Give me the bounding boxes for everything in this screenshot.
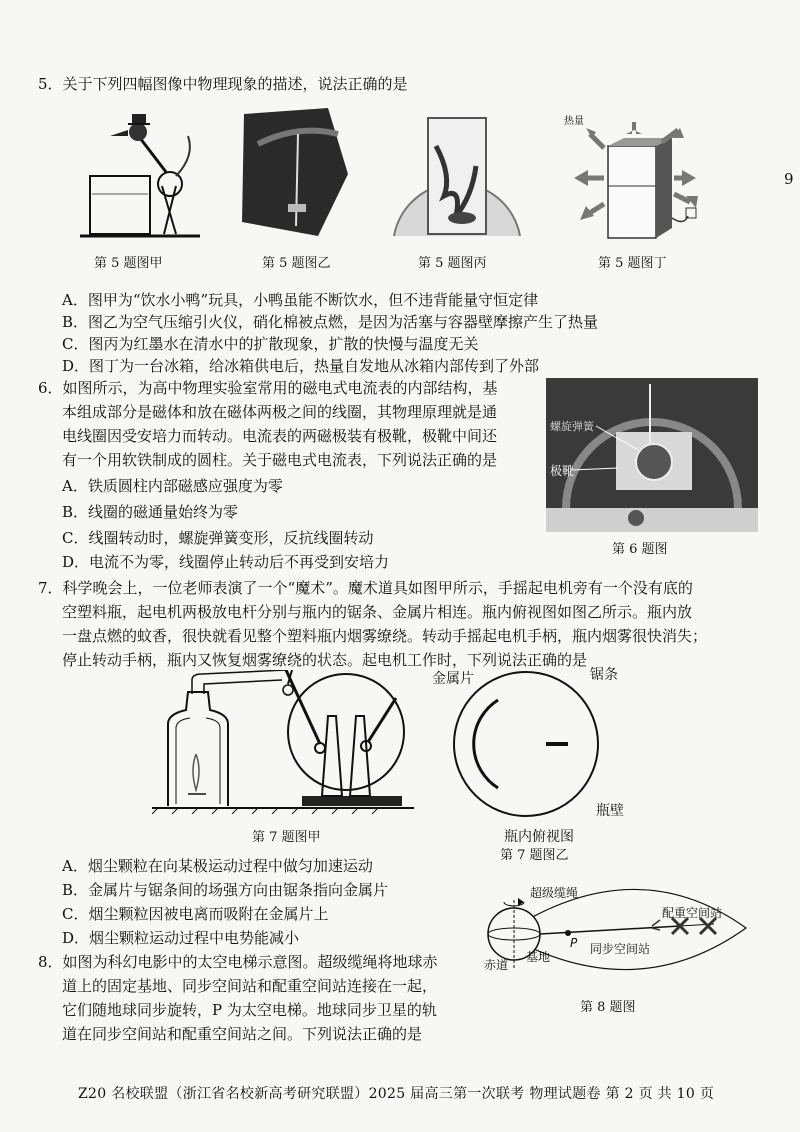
q7-label-bottle-wall: 瓶壁: [596, 803, 624, 819]
q8-caption: 第 8 题图: [580, 1000, 636, 1015]
q5-figure-ding: [562, 108, 712, 244]
q8-label-base: 基地: [526, 950, 551, 964]
q7-option-c: C．烟尘颗粒因被电离而吸附在金属片上: [62, 905, 329, 923]
q6-stem-line-1: 6．如图所示，为高中物理实验室常用的磁电式电流表的内部结构，基: [38, 379, 498, 397]
q6-option-a: A．铁质圆柱内部磁感应强度为零: [62, 477, 283, 495]
q6-option-d: D．电流不为零，线圈停止转动后不再受到安培力: [62, 553, 390, 571]
q5-caption-yi: 第 5 题图乙: [262, 256, 331, 271]
q7-caption-jia: 第 7 题图甲: [252, 830, 321, 845]
q8-label-p: P: [570, 936, 578, 950]
q5-caption-ding: 第 5 题图丁: [598, 256, 667, 271]
q7-stem-line-4: 停止转动手柄，瓶内又恢复烟雾缭绕的状态。起电机工作时，下列说法正确的是: [62, 651, 588, 669]
q5-option-d: D．图丁为一台冰箱，给冰箱供电后，热量自发地从冰箱内部传到了外部: [62, 357, 540, 375]
q8-label-super-cable: 超级缆绳: [530, 886, 579, 900]
q6-label-pole-shoe: 极靴: [550, 464, 575, 478]
q6-stem-line-2: 本组成部分是磁体和放在磁体两极之间的线圈，其物理原理就是通: [62, 403, 498, 421]
q7-label-top-view: 瓶内俯视图: [504, 829, 574, 845]
q6-option-c: C．线圈转动时，螺旋弹簧变形，反抗线圈转动: [62, 529, 374, 547]
q7-option-d: D．烟尘颗粒运动过程中电势能减小: [62, 929, 300, 947]
q8-stem-line-1: 8．如图为科幻电影中的太空电梯示意图。超级缆绳将地球赤: [38, 953, 438, 971]
q7-stem-line-2: 空塑料瓶，起电机两极放电杆分别与瓶内的锯条、金属片相连。瓶内俯视图如图乙所示。瓶内放: [62, 603, 693, 621]
q5-caption-bing: 第 5 题图丙: [418, 256, 487, 271]
q6-stem-line-3: 电线圈因受安培力而转动。电流表的两磁极装有极靴，极靴中间还: [62, 427, 498, 445]
q7-label-metal-sheet: 金属片: [432, 671, 474, 687]
q8-label-counterweight-station: 配重空间站: [662, 906, 723, 920]
q6-stem-line-4: 有一个用软铁制成的圆柱。关于磁电式电流表，下列说法正确的是: [62, 451, 498, 469]
q7-figure-jia: [152, 670, 414, 814]
q8-stem-line-4: 道在同步空间站和配重空间站之间。下列说法正确的是: [62, 1025, 423, 1043]
page-footer: Z20 名校联盟（浙江省名校新高考研究联盟）2025 届高三第一次联考 物理试题卷 第 2 页 共 10 页: [78, 1086, 715, 1102]
q8-label-sync-station: 同步空间站: [590, 942, 651, 956]
q7-label-saw-blade: 锯条: [590, 667, 618, 683]
q7-option-b: B．金属片与锯条间的场强方向由锯条指向金属片: [62, 881, 389, 899]
q8-stem-line-3: 它们随地球同步旋转，P 为太空电梯。地球同步卫星的轨: [62, 1001, 437, 1019]
q5-option-b: B．图乙为空气压缩引火仪，硝化棉被点燃，是因为活塞与容器壁摩擦产生了热量: [62, 313, 599, 331]
q5-figure-bing: [392, 106, 522, 238]
q7-figure-yi-top-view: [450, 668, 610, 818]
q6-caption: 第 6 题图: [612, 542, 668, 557]
q7-caption-yi: 第 7 题图乙: [500, 848, 569, 863]
q5-figure-jia: [80, 106, 220, 246]
q8-stem-line-2: 道上的固定基地、同步空间站和配重空间站连接在一起，: [62, 977, 438, 995]
q8-figure-space-elevator: [484, 878, 754, 988]
page-edge-mark: 9: [784, 170, 794, 188]
q6-figure-galvanometer: [546, 378, 758, 532]
q7-stem-line-1: 7．科学晚会上，一位老师表演了一个“魔术”。魔术道具如图甲所示，手摇起电机旁有一个没有底的: [38, 579, 693, 597]
q5-stem: 5．关于下列四幅图像中物理现象的描述，说法正确的是: [38, 75, 408, 93]
q7-option-a: A．烟尘颗粒在向某极运动过程中做匀加速运动: [62, 857, 373, 875]
q6-option-b: B．线圈的磁通量始终为零: [62, 503, 239, 521]
q5-caption-jia: 第 5 题图甲: [94, 256, 163, 271]
q6-label-spiral-spring: 螺旋弹簧: [550, 420, 594, 433]
q5-figure-ding-heat-label: 热量: [564, 116, 584, 127]
q8-label-equator: 赤道: [484, 958, 509, 972]
q7-stem-line-3: 一盘点燃的蚊香，很快就看见整个塑料瓶内烟雾缭绕。转动手摇起电机手柄，瓶内烟雾很快消失；: [62, 627, 708, 645]
q5-figure-yi: [238, 104, 350, 239]
q5-option-c: C．图丙为红墨水在清水中的扩散现象，扩散的快慢与温度无关: [62, 335, 479, 353]
q5-option-a: A．图甲为“饮水小鸭”玩具，小鸭虽能不断饮水，但不违背能量守恒定律: [62, 291, 539, 309]
